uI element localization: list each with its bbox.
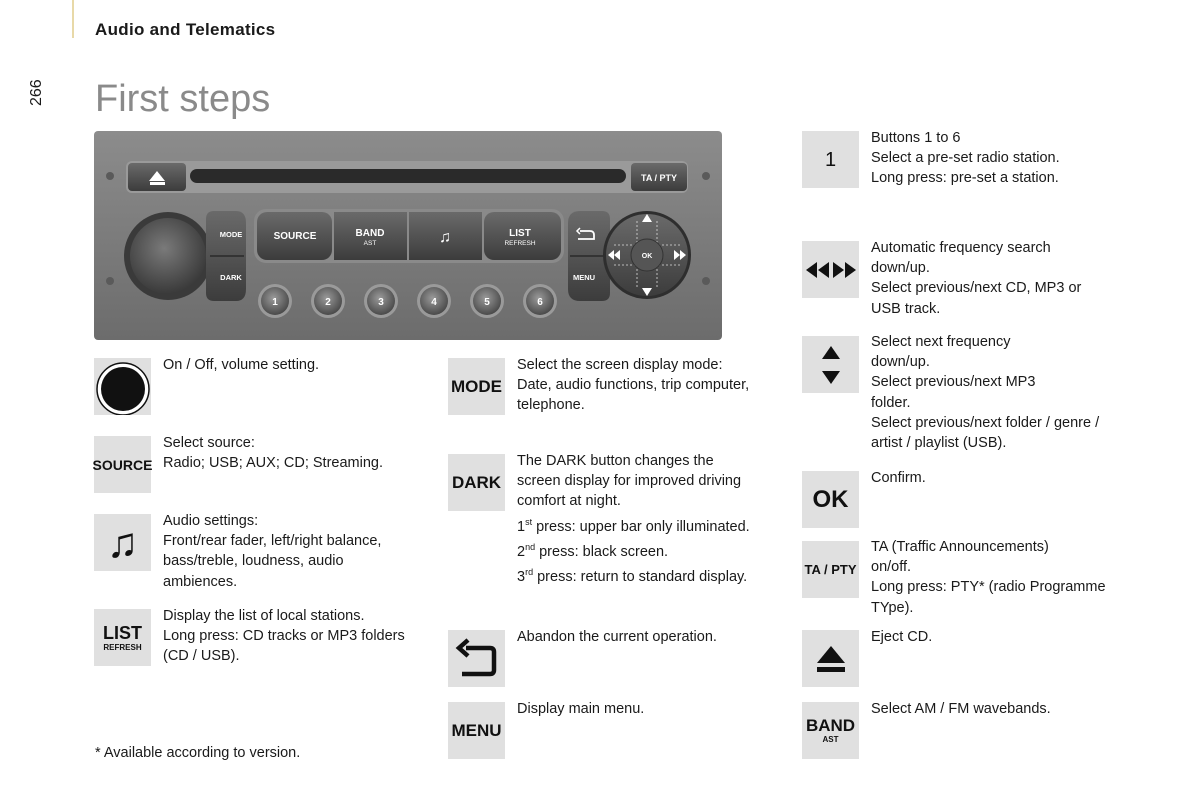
desc-line: On / Off, volume setting. bbox=[163, 357, 320, 373]
menu-label: MENU bbox=[572, 273, 596, 282]
ta-pty-tile bbox=[802, 541, 859, 598]
back-tile bbox=[448, 630, 505, 687]
band-tile bbox=[802, 702, 859, 759]
section-title: Audio and Telematics bbox=[95, 20, 276, 39]
audio-description bbox=[163, 511, 381, 592]
desc-line: telephone. bbox=[517, 397, 585, 414]
preset-label: 5 bbox=[484, 297, 490, 308]
desc-line: Long press: CD tracks or MP3 folders bbox=[163, 628, 405, 645]
desc-line: Select previous/next folder / genre / bbox=[871, 414, 1100, 431]
desc-line: Confirm. bbox=[871, 470, 926, 486]
mode-tile bbox=[448, 358, 505, 415]
ok-icon: OK bbox=[812, 485, 849, 513]
desc-line: Select a pre-set radio station. bbox=[871, 150, 1060, 167]
desc-line: Display the list of local stations. bbox=[163, 608, 365, 624]
preset-tile bbox=[802, 131, 859, 188]
footnote: * Available according to version. bbox=[95, 745, 301, 761]
desc-line: bass/treble, loudness, audio bbox=[163, 553, 344, 570]
back-arrow-icon bbox=[454, 636, 500, 682]
source-tile bbox=[94, 436, 151, 493]
desc-line: USB track. bbox=[871, 300, 941, 317]
menu-tile bbox=[448, 702, 505, 759]
menu-description bbox=[517, 699, 644, 719]
desc-line: (CD / USB). bbox=[163, 648, 240, 665]
page-number: 266 bbox=[28, 79, 45, 106]
list-label: LIST bbox=[509, 228, 531, 239]
desc-line: Select AM / FM wavebands. bbox=[871, 701, 1051, 717]
desc-line: TYpe). bbox=[871, 599, 914, 616]
desc-line: folder. bbox=[871, 394, 911, 411]
preset-label: 6 bbox=[537, 297, 543, 308]
desc-line: comfort at night. bbox=[517, 493, 621, 510]
seek-tile bbox=[802, 241, 859, 298]
page-title: First steps bbox=[95, 78, 271, 120]
ta-pty-icon: TA / PTY bbox=[804, 562, 857, 577]
desc-line: Long press: pre-set a station. bbox=[871, 170, 1059, 187]
desc-line: Eject CD. bbox=[871, 629, 933, 645]
volume-knob[interactable] bbox=[130, 218, 206, 294]
mode-icon: MODE bbox=[451, 377, 502, 396]
desc-line: TA (Traffic Announcements) bbox=[871, 539, 1049, 555]
desc-line: artist / playlist (USB). bbox=[871, 435, 1007, 452]
dark-description bbox=[517, 451, 750, 587]
buttons16-description bbox=[871, 128, 1060, 189]
desc-line: Front/rear fader, left/right balance, bbox=[163, 533, 382, 550]
ok-tile bbox=[802, 471, 859, 528]
source-icon: SOURCE bbox=[92, 456, 153, 473]
desc-line: Select next frequency bbox=[871, 334, 1011, 350]
band-description bbox=[871, 699, 1051, 719]
desc-line: Display main menu. bbox=[517, 701, 645, 717]
list-tile bbox=[94, 609, 151, 666]
header-rule bbox=[72, 0, 74, 38]
updown-description bbox=[871, 332, 1099, 453]
seek-arrows-icon bbox=[804, 260, 858, 280]
seek-description bbox=[871, 238, 1081, 319]
up-down-arrows-icon bbox=[819, 344, 843, 386]
list-sub-label: REFRESH bbox=[504, 240, 536, 247]
music-note-icon: ♫ bbox=[106, 518, 139, 566]
volume-description bbox=[163, 355, 319, 375]
preset-label: 2 bbox=[325, 297, 331, 308]
band-sub-label: AST bbox=[363, 240, 377, 247]
preset-label: 1 bbox=[272, 297, 278, 308]
desc-line: on/off. bbox=[871, 559, 912, 576]
cd-slot bbox=[190, 169, 626, 183]
desc-line: down/up. bbox=[871, 354, 930, 371]
eject-tile bbox=[802, 630, 859, 687]
desc-line: Select the screen display mode: bbox=[517, 357, 723, 373]
list-icon bbox=[103, 624, 142, 652]
music-note-icon: ♫ bbox=[439, 229, 451, 246]
ok-label: OK bbox=[641, 253, 653, 260]
desc-line: screen display for improved driving bbox=[517, 473, 742, 490]
menu-icon: MENU bbox=[451, 721, 502, 740]
ta-pty-label: TA / PTY bbox=[641, 173, 677, 183]
desc-line: Select previous/next CD, MP3 or bbox=[871, 280, 1082, 297]
dark-icon: DARK bbox=[451, 473, 502, 492]
mode-label: MODE bbox=[219, 230, 243, 239]
dark-press-1: 1st press: upper bar only illuminated. bbox=[517, 516, 750, 535]
mode-description bbox=[517, 355, 749, 416]
band-icon-sub: AST bbox=[822, 735, 839, 744]
dark-press-2: 2nd press: black screen. bbox=[517, 541, 669, 560]
list-icon-sub: REFRESH bbox=[103, 642, 142, 652]
dark-tile bbox=[448, 454, 505, 511]
desc-line: Audio settings: bbox=[163, 513, 259, 529]
desc-line: down/up. bbox=[871, 260, 930, 277]
desc-line: Select source: bbox=[163, 435, 255, 451]
ok-description bbox=[871, 468, 926, 488]
list-icon-label: LIST bbox=[103, 622, 142, 643]
source-description bbox=[163, 433, 383, 473]
desc-line: Automatic frequency search bbox=[871, 240, 1051, 256]
desc-line: Radio; USB; AUX; CD; Streaming. bbox=[163, 455, 383, 472]
desc-line: Date, audio functions, trip computer, bbox=[517, 377, 750, 394]
dark-press-3: 3rd press: return to standard display. bbox=[517, 566, 748, 585]
preset-label: 3 bbox=[378, 297, 384, 308]
band-icon-label: BAND bbox=[805, 716, 856, 735]
desc-line: Select previous/next MP3 bbox=[871, 374, 1036, 391]
volume-knob-tile bbox=[94, 358, 151, 415]
desc-line: Long press: PTY* (radio Programme bbox=[871, 579, 1106, 596]
volume-knob-icon bbox=[95, 359, 151, 415]
list-description bbox=[163, 606, 405, 667]
updown-tile bbox=[802, 336, 859, 393]
desc-line: Abandon the current operation. bbox=[517, 629, 717, 645]
dark-label: DARK bbox=[220, 273, 242, 282]
eject-description bbox=[871, 627, 932, 647]
tapty-description bbox=[871, 537, 1106, 618]
desc-line: The DARK button changes the bbox=[517, 453, 714, 469]
band-label: BAND bbox=[355, 228, 385, 239]
source-label: SOURCE bbox=[273, 231, 317, 242]
eject-icon bbox=[814, 644, 848, 674]
desc-line: Buttons 1 to 6 bbox=[871, 130, 961, 146]
preset-label: 4 bbox=[431, 297, 437, 308]
desc-line: ambiences. bbox=[163, 573, 238, 590]
preset-number-icon: 1 bbox=[824, 148, 837, 171]
audio-settings-tile bbox=[94, 514, 151, 571]
back-description bbox=[517, 627, 717, 647]
radio-unit-illustration bbox=[94, 131, 722, 340]
band-icon bbox=[806, 717, 855, 744]
